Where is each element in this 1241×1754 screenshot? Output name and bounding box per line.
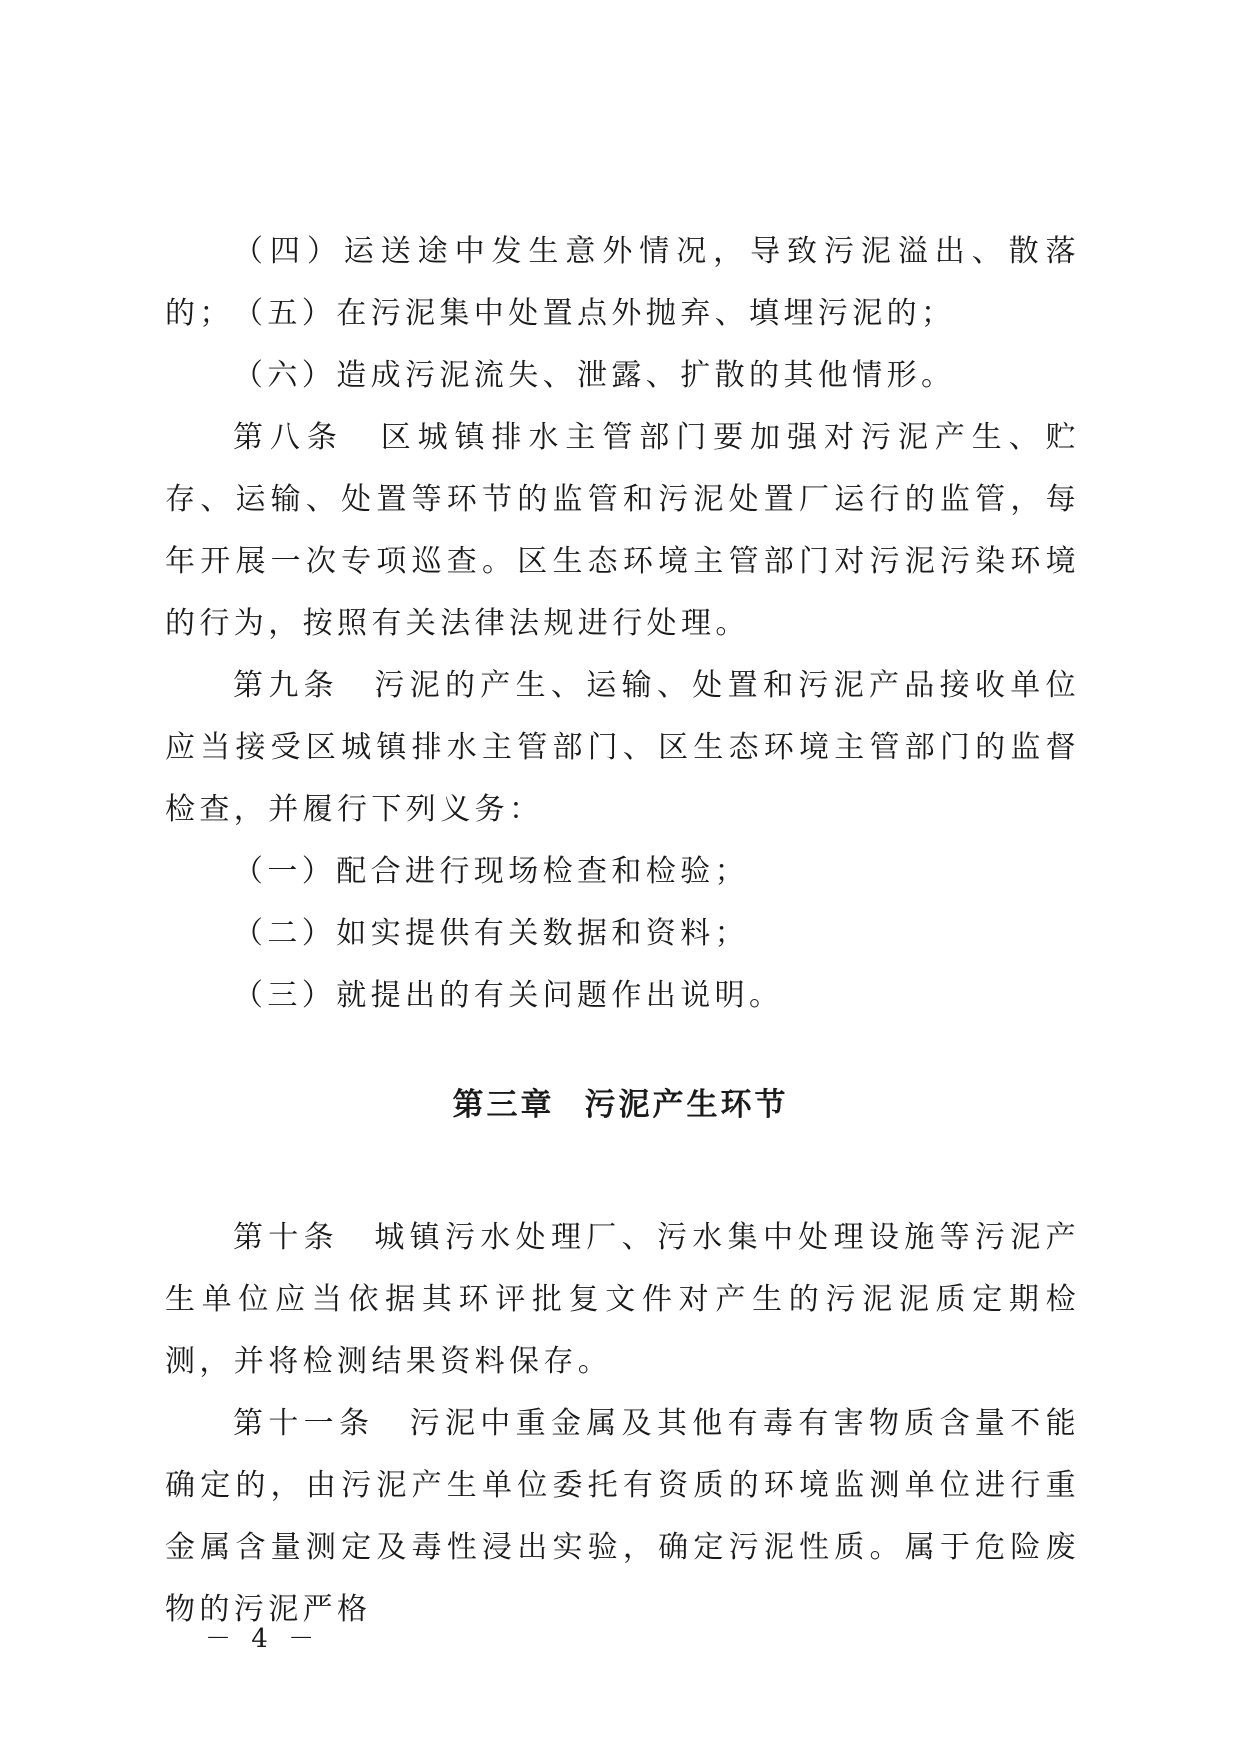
- page-number: － 4 －: [205, 1624, 321, 1654]
- chapter-number: 第三章: [452, 1087, 555, 1123]
- paragraph-item-4: （四）运送途中发生意外情况，导致污泥溢出、散落的；: [165, 234, 1080, 331]
- chapter-heading: [0, 1085, 1241, 1125]
- paragraph-duty-3: （三）就提出的有关问题作出说明。: [233, 978, 784, 1013]
- chapter-title: 污泥产生环节: [584, 1087, 789, 1123]
- paragraph-article-8: 第八条 区城镇排水主管部门要加强对污泥产生、贮存、运输、处置等环节的监管和污泥处置厂运行的监管，每年开展一次专项巡查。区生态环境主管部门对污泥污染环境的行为，按照有关法律法规进行处理。: [165, 420, 1080, 641]
- paragraph-article-10: 第十条 城镇污水处理厂、污水集中处理设施等污泥产生单位应当依据其环评批复文件对产生的污泥泥质定期检测，并将检测结果资料保存。: [165, 1220, 1080, 1379]
- paragraph-duty-2: （二）如实提供有关数据和资料；: [233, 916, 749, 951]
- paragraph-item-6: （六）造成污泥流失、泄露、扩散的其他情形。: [233, 358, 956, 393]
- paragraph-item-5: （五）在污泥集中处置点外抛弃、填埋污泥的；: [233, 296, 956, 331]
- paragraph-article-11: 第十一条 污泥中重金属及其他有毒有害物质含量不能确定的，由污泥产生单位委托有资质的环境监测单位进行重金属含量测定及毒性浸出实验，确定污泥性质。属于危险废物的污泥严格: [165, 1406, 1080, 1627]
- paragraph-duty-1: （一）配合进行现场检查和检验；: [233, 854, 749, 889]
- paragraph-article-9: 第九条 污泥的产生、运输、处置和污泥产品接收单位应当接受区城镇排水主管部门、区生态环境主管部门的监督检查，并履行下列义务：: [165, 668, 1080, 827]
